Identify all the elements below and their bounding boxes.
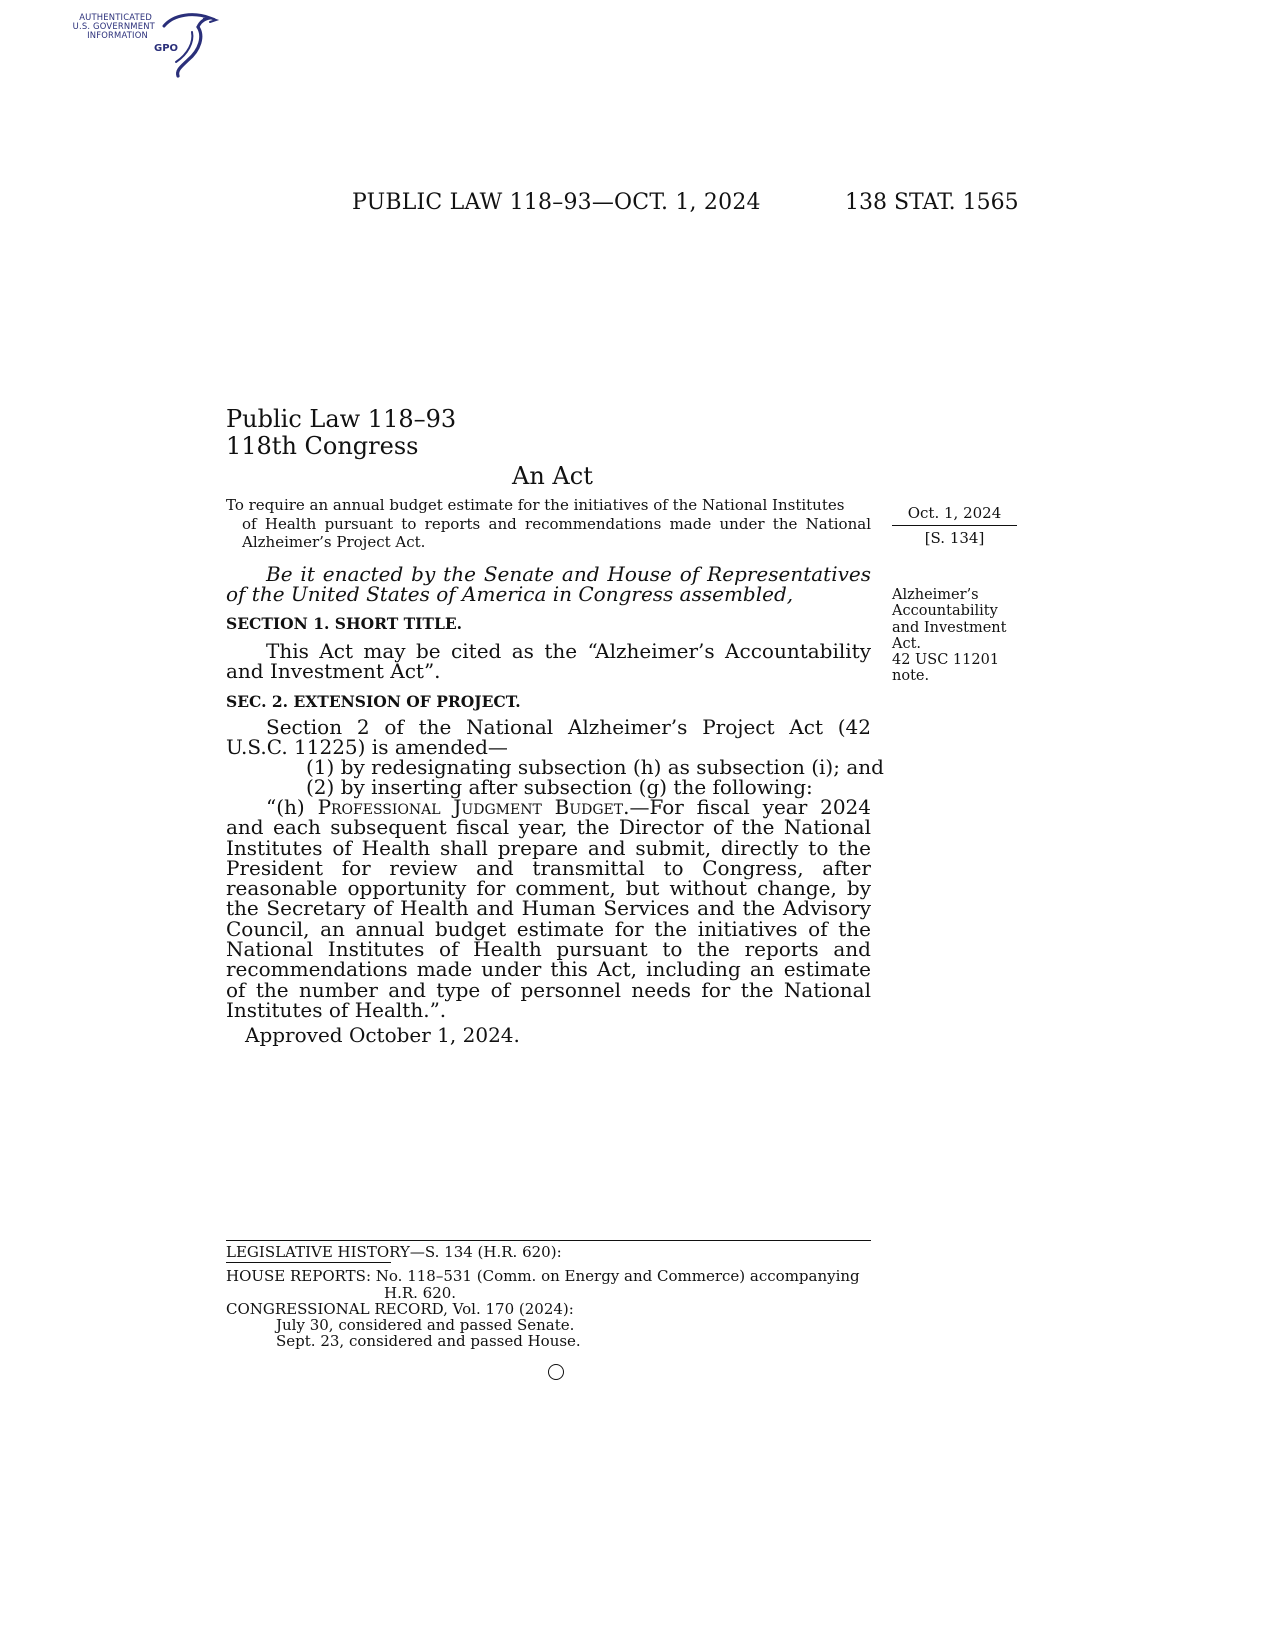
congress-number: 118th Congress bbox=[226, 432, 419, 460]
enacting-clause: Be it enacted by the Senate and House of Representatives of the United States of America in Congress assembled, bbox=[226, 562, 871, 606]
gpo-authentication-seal bbox=[72, 10, 232, 80]
side-note-line: Accountability bbox=[892, 603, 998, 620]
section-1-heading: SECTION 1. SHORT TITLE. bbox=[226, 614, 463, 633]
act-purpose bbox=[226, 496, 871, 552]
side-note-line: 42 USC 11201 bbox=[892, 652, 1000, 669]
side-note-line: note. bbox=[892, 668, 930, 685]
legislative-history-rule bbox=[226, 1240, 871, 1241]
margin-enactment-date: Oct. 1, 2024 bbox=[907, 504, 1002, 522]
running-head-stat-page: 138 STAT. 1565 bbox=[845, 190, 1019, 215]
section-1-text: This Act may be cited as the “Alzheimer’s Accountability and Investment Act”. bbox=[226, 639, 871, 683]
running-head-law-date: PUBLIC LAW 118–93—OCT. 1, 2024 bbox=[352, 190, 761, 215]
quoted-subsection-heading: Professional Judgment Budget bbox=[317, 795, 624, 819]
congressional-record: CONGRESSIONAL RECORD, Vol. 170 (2024): bbox=[226, 1300, 574, 1318]
legislative-history-label: LEGISLATIVE HISTORY bbox=[226, 1243, 410, 1261]
record-entry: Sept. 23, considered and passed House. bbox=[276, 1332, 581, 1350]
seal-line-1: AUTHENTICATED bbox=[79, 12, 152, 22]
quoted-prefix: “(h) bbox=[266, 795, 318, 819]
legislative-history-bill: —S. 134 (H.R. 620): bbox=[409, 1243, 562, 1261]
record-entry: July 30, considered and passed Senate. bbox=[276, 1316, 575, 1334]
margin-bill-number: [S. 134] bbox=[924, 529, 985, 547]
section-2-intro: Section 2 of the National Alzheimer’s Project Act (42 U.S.C. 11225) is amended— bbox=[226, 715, 871, 759]
quoted-subsection-h bbox=[226, 797, 871, 1020]
act-heading: An Act bbox=[512, 462, 593, 490]
legislative-history-title bbox=[226, 1243, 562, 1261]
margin-side-note bbox=[892, 587, 1032, 685]
side-note-line: and Investment bbox=[892, 619, 1007, 636]
section-2-heading: SEC. 2. EXTENSION OF PROJECT. bbox=[226, 692, 521, 711]
house-reports: HOUSE REPORTS: No. 118–531 (Comm. on Energy and Commerce) accompanying bbox=[226, 1267, 860, 1285]
seal-line-2: U.S. GOVERNMENT bbox=[72, 21, 155, 31]
quoted-subsection-text: .—For fiscal year 2024 and each subsequent fiscal year, the Director of the National Institutes of Health shall prepare and submit, directly to the President for review and transmittal to Congress, after reasonable opportunity for comment, but without change, by the Secretary of Health and Human Services and the Advisory Council, an annual budget estimate for the initiatives of the National Institutes of Health pursuant to the reports and recommendations made under this Act, including an estimate of the number and type of personnel needs for the National Institutes of Health.”. bbox=[226, 795, 871, 1022]
approval-date: Approved October 1, 2024. bbox=[245, 1023, 520, 1047]
margin-divider bbox=[892, 525, 1017, 526]
legislative-history-underline bbox=[226, 1262, 391, 1263]
side-note-line: Act. bbox=[892, 635, 922, 652]
side-note-line: Alzheimer’s bbox=[892, 587, 979, 603]
section-2-paragraph-1: (1) by redesignating subsection (h) as subsection (i); and bbox=[306, 755, 884, 779]
purpose-continuation: of Health pursuant to reports and recommendations made under the National Alzheimer’s Project Act. bbox=[242, 514, 871, 551]
section-2-paragraph-2: (2) by inserting after subsection (g) the following: bbox=[306, 775, 813, 799]
purpose-line-1: To require an annual budget estimate for the initiatives of the National Institutes bbox=[226, 496, 845, 514]
public-law-number: Public Law 118–93 bbox=[226, 405, 457, 433]
seal-line-3: INFORMATION bbox=[87, 30, 148, 40]
house-reports-continuation: H.R. 620. bbox=[384, 1284, 457, 1302]
end-of-document-circle bbox=[548, 1364, 564, 1380]
seal-gpo-mark: GPO bbox=[154, 43, 179, 54]
